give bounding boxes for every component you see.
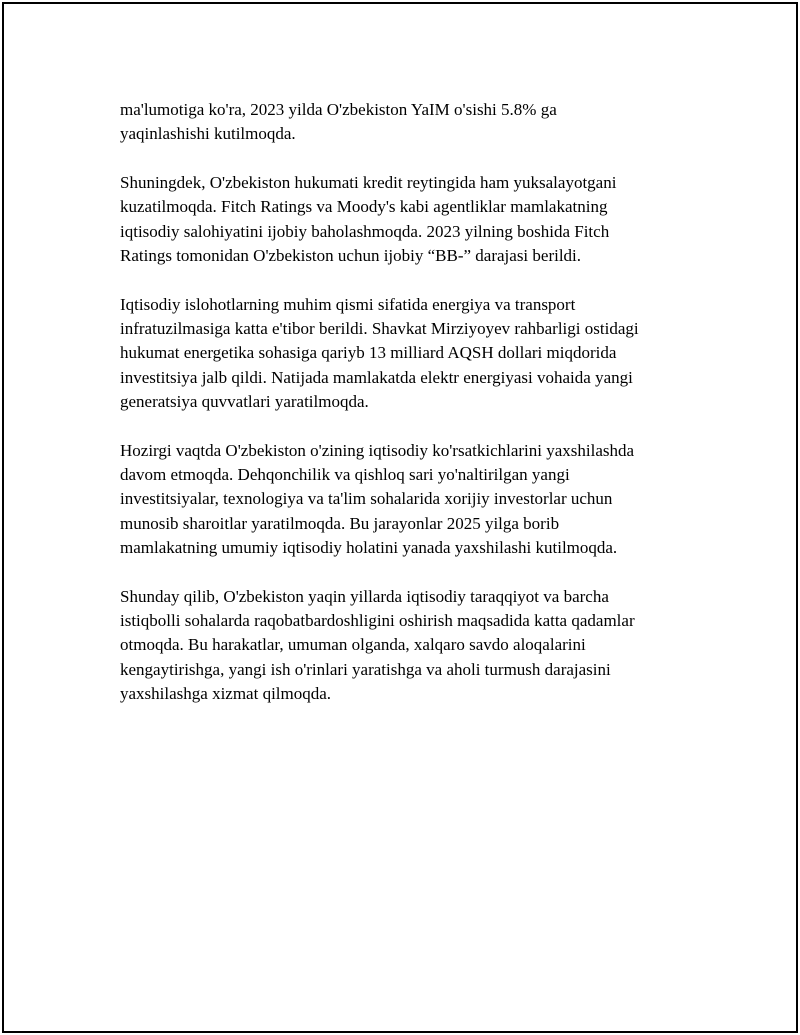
text-line: Ratings tomonidan O'zbekiston uchun ijobiy “BB-” darajasi berildi. [120,245,582,265]
text-line: hukumat energetika sohasiga qariyb 13 milliard AQSH dollari miqdorida [120,343,617,363]
text-line: munosib sharoitlar yaratilmoqda. Bu jarayonlar 2025 yilga borib [120,513,560,533]
text-line: Iqtisodiy islohotlarning muhim qismi sifatida energiya va transport [120,294,576,314]
document-body [120,98,680,731]
text-line: davom etmoqda. Dehqonchilik va qishloq sari yo'naltirilgan yangi [120,465,570,485]
text-line: yaxshilashga xizmat qilmoqda. [120,683,332,703]
text-line: kengaytirishga, yangi ish o'rinlari yaratishga va aholi turmush darajasini [120,659,611,679]
text-line: Hozirgi vaqtda O'zbekiston o'zining iqtisodiy ko'rsatkichlarini yaxshilashda [120,440,635,460]
text-line: investitsiya jalb qildi. Natijada mamlakatda elektr energiyasi vohaida yangi [120,367,633,387]
text-line: mamlakatning umumiy iqtisodiy holatini yanada yaxshilashi kutilmoqda. [120,537,618,557]
text-line: ma'lumotiga ko'ra, 2023 yilda O'zbekiston YaIM o'sishi 5.8% ga [120,100,557,119]
paragraph-1 [120,98,680,147]
paragraph-5 [120,585,680,706]
text-line: investitsiyalar, texnologiya va ta'lim sohalarida xorijiy investorlar uchun [120,489,613,509]
text-line: infratuzilmasiga katta e'tibor berildi. Shavkat Mirziyoyev rahbarligi ostidagi [120,319,639,339]
text-line: istiqbolli sohalarda raqobatbardoshligini oshirish maqsadida katta qadamlar [120,611,635,631]
text-line: Shuningdek, O'zbekiston hukumati kredit reytingida ham yuksalayotgani [120,173,617,193]
document-page [2,2,798,1033]
text-line: Shunday qilib, O'zbekiston yaqin yillarda iqtisodiy taraqqiyot va barcha [120,586,609,606]
text-line: iqtisodiy salohiyatini ijobiy baholashmoqda. 2023 yilning boshida Fitch [120,221,610,241]
paragraph-2 [120,171,680,268]
text-line: kuzatilmoqda. Fitch Ratings va Moody's kabi agentliklar mamlakatning [120,197,608,217]
text-line: generatsiya quvvatlari yaratilmoqda. [120,391,369,411]
text-line: yaqinlashishi kutilmoqda. [120,124,296,144]
paragraph-4 [120,439,680,560]
text-line: otmoqda. Bu harakatlar, umuman olganda, xalqaro savdo aloqalarini [120,635,586,655]
paragraph-3 [120,293,680,414]
